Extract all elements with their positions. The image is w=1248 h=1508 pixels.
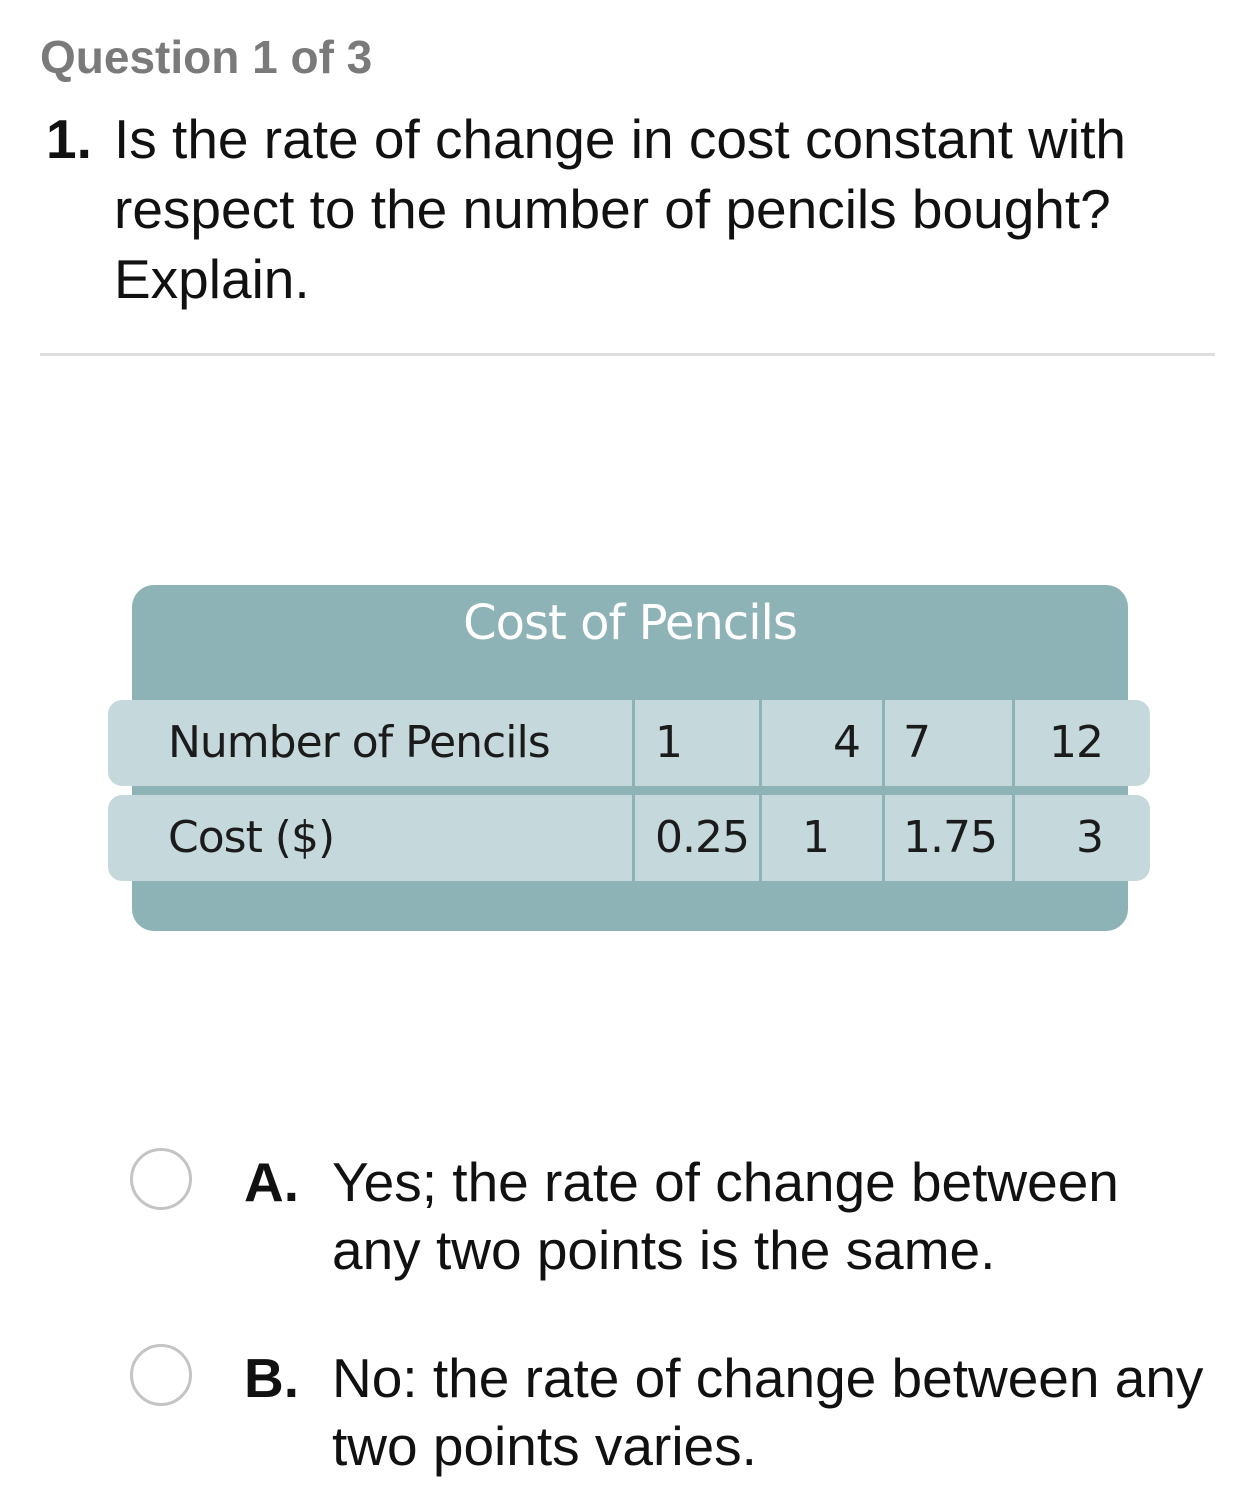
table-cell: 12	[1049, 717, 1103, 768]
option-letter: B.	[244, 1347, 299, 1409]
table-cell: 0.25	[655, 812, 749, 863]
table-cell: 4	[833, 717, 860, 768]
radio-button-b[interactable]	[130, 1344, 192, 1406]
question-number: 1.	[46, 108, 92, 170]
question-text: Is the rate of change in cost constant with respect to the number of pencils bought? Explain.	[114, 108, 1126, 310]
option-letter: A.	[244, 1151, 299, 1213]
answer-option-a[interactable]	[130, 1148, 1220, 1284]
option-text: Yes; the rate of change between any two points is the same.	[332, 1151, 1119, 1281]
cost-of-pencils-table	[108, 585, 1150, 931]
table-cell: 1.75	[903, 812, 997, 863]
table-cell: 7	[903, 717, 930, 768]
radio-button-a[interactable]	[130, 1148, 192, 1210]
row-label: Number of Pencils	[168, 717, 550, 768]
answer-option-b[interactable]	[130, 1344, 1220, 1480]
question-prompt	[46, 104, 1216, 314]
table-row-number-of-pencils	[108, 700, 1150, 786]
table-title: Cost of Pencils	[463, 595, 797, 651]
table-cell: 3	[1076, 812, 1103, 863]
table-row-cost	[108, 795, 1150, 881]
divider	[40, 353, 1215, 356]
row-label: Cost ($)	[168, 812, 335, 863]
option-text: No: the rate of change between any two points varies.	[332, 1347, 1204, 1477]
question-counter: Question 1 of 3	[40, 31, 373, 83]
table-cell: 1	[802, 812, 829, 863]
table-cell: 1	[655, 717, 682, 768]
